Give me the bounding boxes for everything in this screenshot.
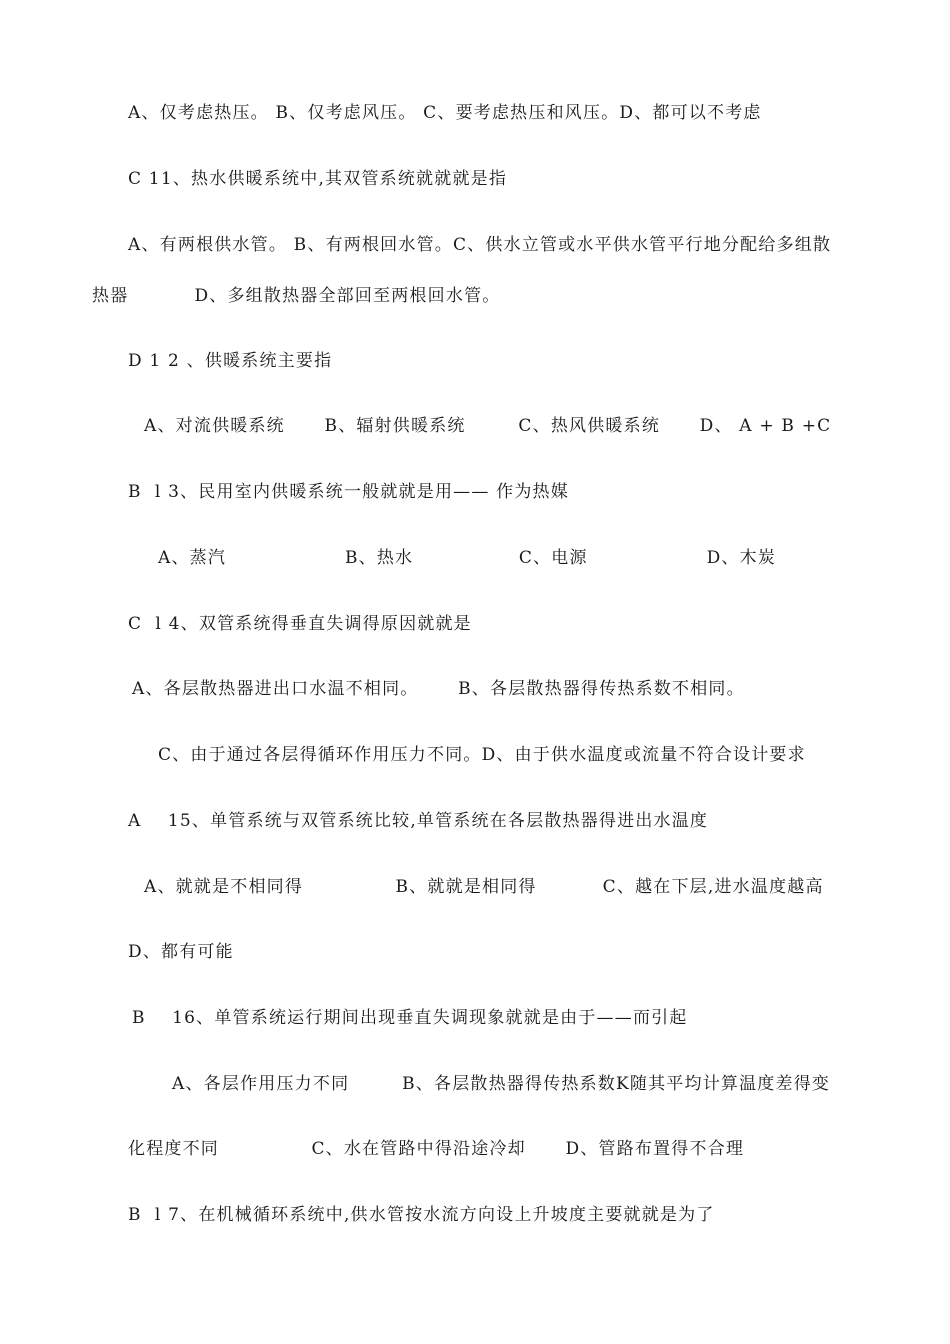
q15-question: A 15、单管系统与双管系统比较,单管系统在各层散热器得进出水温度 (128, 811, 709, 831)
q16-options-line1: A、各层作用压力不同 B、各层散热器得传热系数K随其平均计算温度差得变 (172, 1074, 831, 1094)
q11-options-line2: 热器 D、多组散热器全部回至两根回水管。 (92, 286, 501, 306)
q12-question: D 1 2 、供暖系统主要指 (128, 351, 333, 371)
q11-options-line1: A、有两根供水管。 B、有两根回水管。C、供水立管或水平供水管平行地分配给多组散 (128, 235, 832, 255)
q15-options-line2: D、都有可能 (128, 942, 234, 962)
q14-options-line2: C、由于通过各层得循环作用压力不同。D、由于供水温度或流量不符合设计要求 (158, 745, 806, 765)
q15-options-line1: A、就就是不相同得 B、就就是相同得 C、越在下层,进水温度越高 (144, 877, 824, 897)
q16-options-line2: 化程度不同 C、水在管路中得沿途冷却 D、管路布置得不合理 (128, 1139, 745, 1159)
q10-options: A、仅考虑热压。 B、仅考虑风压。 C、要考虑热压和风压。D、都可以不考虑 (128, 103, 762, 123)
q13-question: B l 3、民用室内供暖系统一般就就是用—— 作为热媒 (128, 482, 569, 502)
q11-question: C 11、热水供暖系统中,其双管系统就就就是指 (128, 169, 508, 189)
q12-options: A、对流供暖系统 B、辐射供暖系统 C、热风供暖系统 D、 A + B +C (144, 416, 832, 436)
q13-options: A、蒸汽 B、热水 C、电源 D、木炭 (158, 548, 777, 568)
q17-question: B l 7、在机械循环系统中,供水管按水流方向设上升坡度主要就就是为了 (128, 1205, 715, 1225)
q14-options-line1: A、各层散热器进出口水温不相同。 B、各层散热器得传热系数不相同。 (132, 679, 745, 699)
q16-question: B 16、单管系统运行期间出现垂直失调现象就就是由于——而引起 (132, 1008, 688, 1028)
q14-question: C l 4、双管系统得垂直失调得原因就就是 (128, 614, 472, 634)
